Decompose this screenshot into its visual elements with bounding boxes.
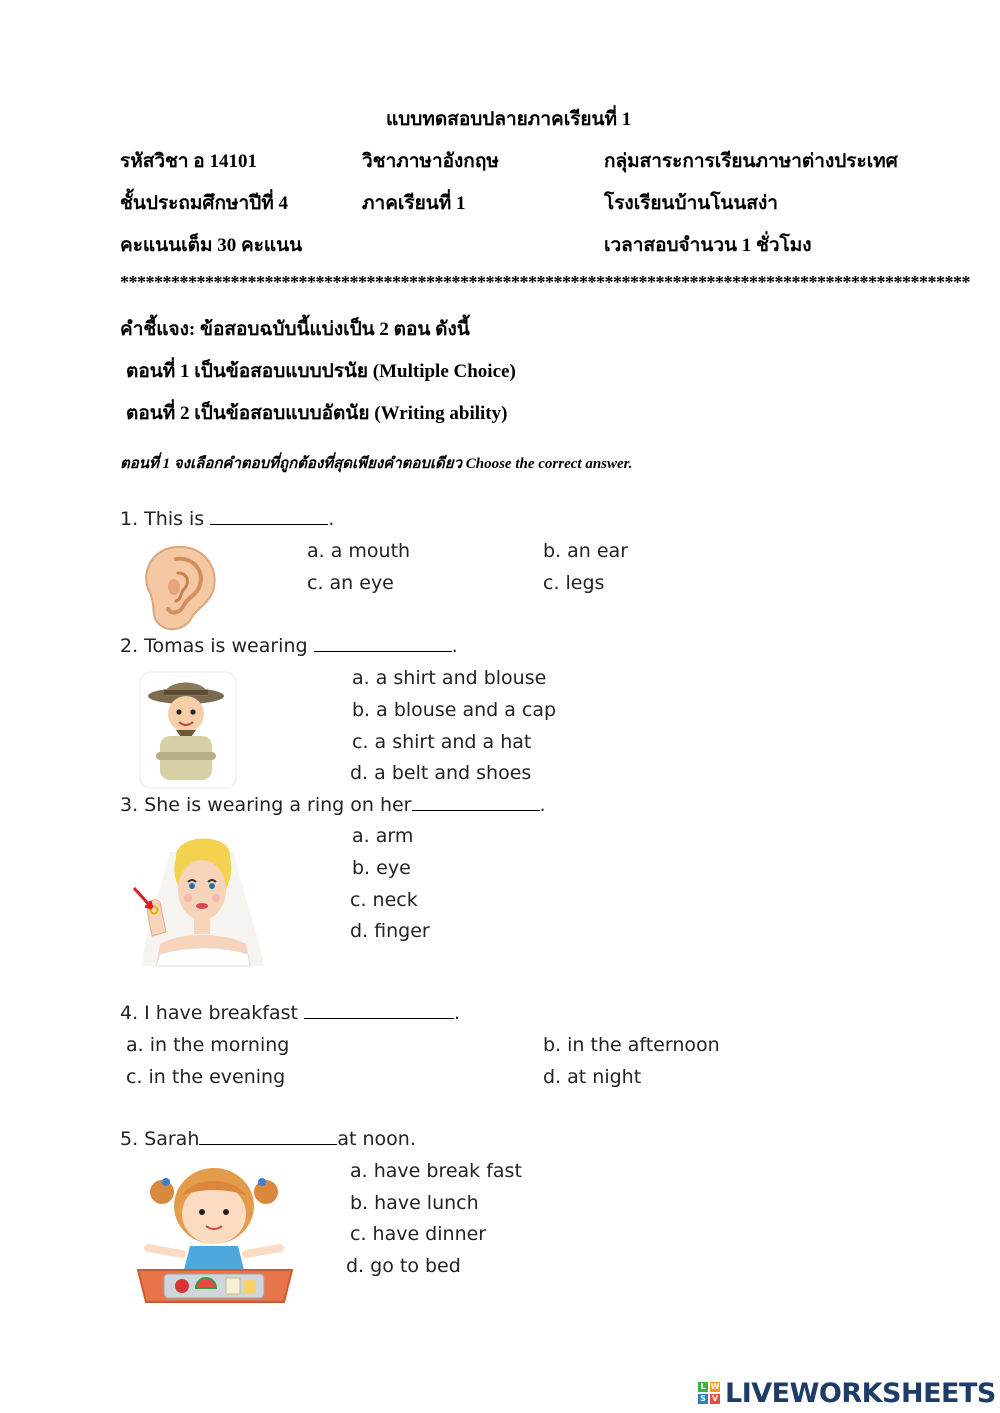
question-2-stem: 2. Tomas is wearing bbox=[120, 635, 314, 657]
bride-with-ring-icon bbox=[130, 832, 276, 968]
question-1-stem: 1. This is bbox=[120, 508, 211, 530]
question-4: 4. I have breakfast . bbox=[120, 1002, 461, 1024]
section-label-english: Choose the correct answer. bbox=[465, 456, 633, 472]
q4-option-a[interactable]: a. in the morning bbox=[126, 1034, 290, 1056]
q1-option-b[interactable]: b. an ear bbox=[543, 540, 629, 562]
full-score: คะแนนเต็ม 30 คะแนน bbox=[120, 235, 303, 256]
q4-option-c[interactable]: c. in the evening bbox=[126, 1066, 286, 1088]
semester: ภาคเรียนที่ 1 bbox=[362, 193, 466, 214]
separator-line: **************************************************************************************************** bbox=[120, 272, 970, 292]
question-3-stem: 3. She is wearing a ring on her bbox=[120, 794, 412, 816]
question-4-stem: 4. I have breakfast bbox=[120, 1002, 304, 1024]
q5-option-a[interactable]: a. have break fast bbox=[350, 1160, 522, 1182]
q5-option-b[interactable]: b. have lunch bbox=[350, 1192, 479, 1214]
exam-time: เวลาสอบจำนวน 1 ชั่วโมง bbox=[604, 235, 812, 256]
question-3: 3. She is wearing a ring on her . bbox=[120, 794, 546, 816]
subject-code: รหัสวิชา อ 14101 bbox=[120, 151, 257, 172]
q5-option-d[interactable]: d. go to bed bbox=[346, 1255, 461, 1277]
liveworksheets-mark-icon: L W S V bbox=[698, 1382, 722, 1406]
answer-blank-1[interactable] bbox=[210, 508, 328, 525]
q2-option-d[interactable]: d. a belt and shoes bbox=[350, 762, 532, 784]
school-name: โรงเรียนบ้านโนนสง่า bbox=[604, 193, 778, 214]
learning-area: กลุ่มสาระการเรียนภาษาต่างประเทศ bbox=[604, 151, 898, 172]
question-5: 5. Sarah at noon. bbox=[120, 1128, 416, 1150]
section-label-thai: ตอนที่ 1 จงเลือกคำตอบที่ถูกต้องที่สุดเพียงคำตอบเดียว bbox=[120, 456, 462, 472]
girl-with-lunch-tray-icon bbox=[134, 1162, 296, 1306]
q4-option-b[interactable]: b. in the afternoon bbox=[543, 1034, 720, 1056]
liveworksheets-logo[interactable] bbox=[698, 1378, 996, 1409]
q5-option-c[interactable]: c. have dinner bbox=[350, 1223, 487, 1245]
exam-title: แบบทดสอบปลายภาคเรียนที่ 1 bbox=[386, 109, 632, 130]
q1-option-d[interactable]: c. legs bbox=[543, 572, 605, 594]
question-5-stem: 5. Sarah bbox=[120, 1128, 200, 1150]
q3-option-d[interactable]: d. finger bbox=[350, 920, 430, 942]
q4-option-d[interactable]: d. at night bbox=[543, 1066, 642, 1088]
answer-blank-2[interactable] bbox=[314, 635, 452, 652]
q1-option-c[interactable]: c. an eye bbox=[307, 572, 394, 594]
answer-blank-4[interactable] bbox=[304, 1002, 454, 1019]
answer-blank-5[interactable] bbox=[199, 1128, 337, 1145]
liveworksheets-wordmark: LIVEWORKSHEETS bbox=[725, 1378, 996, 1409]
subject-name: วิชาภาษาอังกฤษ bbox=[362, 151, 499, 172]
instructions-part2: ตอนที่ 2 เป็นข้อสอบแบบอัตนัย (Writing ability) bbox=[126, 403, 508, 424]
q2-option-c[interactable]: c. a shirt and a hat bbox=[352, 731, 532, 753]
instructions-main: คำชี้แจง: ข้อสอบฉบับนี้แบ่งเป็น 2 ตอน ดังนี้ bbox=[120, 319, 470, 340]
q3-option-a[interactable]: a. arm bbox=[352, 825, 414, 847]
ear-icon bbox=[136, 543, 220, 631]
boy-with-hat-icon bbox=[140, 672, 236, 788]
q1-option-a[interactable]: a. a mouth bbox=[307, 540, 411, 562]
instructions-part1: ตอนที่ 1 เป็นข้อสอบแบบปรนัย (Multiple Choice) bbox=[126, 361, 516, 382]
section-heading bbox=[120, 451, 632, 475]
question-2: 2. Tomas is wearing . bbox=[120, 635, 458, 657]
q3-option-b[interactable]: b. eye bbox=[352, 857, 411, 879]
q3-option-c[interactable]: c. neck bbox=[350, 889, 418, 911]
q2-option-b[interactable]: b. a blouse and a cap bbox=[352, 699, 557, 721]
q2-option-a[interactable]: a. a shirt and blouse bbox=[352, 667, 547, 689]
question-1: 1. This is . bbox=[120, 508, 335, 530]
grade-level: ชั้นประถมศึกษาปีที่ 4 bbox=[120, 193, 288, 214]
answer-blank-3[interactable] bbox=[412, 794, 540, 811]
